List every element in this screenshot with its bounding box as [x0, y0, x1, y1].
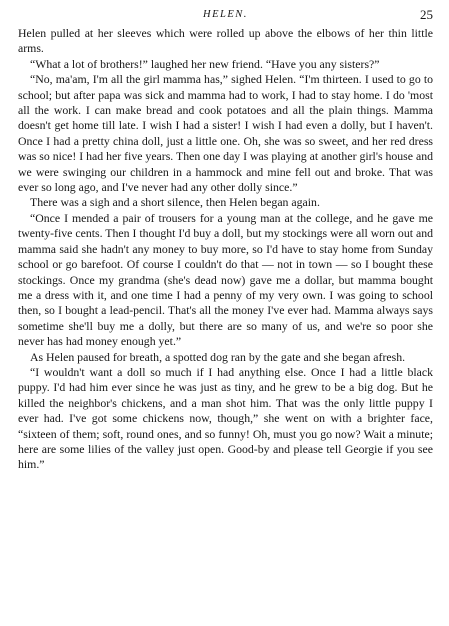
paragraph: There was a sigh and a short silence, then Helen began again. [30, 195, 320, 210]
paragraph: “No, ma'am, I'm all the girl mamma has,” sighed Helen. “I'm thirteen. I used to go to school; but after papa was sick and mamma had to work, I had to stay home. I do 'most all the work. I can make bread and cook potatoes and all the plain things. Mamma doesn't get home till late. I wish I had a sister! I wish I had even a dolly, but I haven't. Once I had a pretty china doll, just a little one. Oh, she was so sweet, and her red dress was so nice! I had her five years. Then one day I was playing at another girl's house and we were swinging our children in a hammock and mine fell out and broke. That was ever so long ago, and I've never had any other dolly since.” [18, 72, 433, 195]
paragraph: “I wouldn't want a doll so much if I had anything else. Once I had a little black puppy. I'd had him ever since he was just as tiny, and he grew to be a big dog. But he killed the neighbor's chickens, and a man shot him. That was the only little puppy I ever had. I've got some chickens now, though,” she went on with a brighter face, “sixteen of them; soft, round ones, and so funny! Oh, must you go now? Wait a minute; here are some lilies of the valley just open. Good-by and please tell Georgie if you see him.” [18, 364, 433, 472]
page-number: 25 [420, 7, 433, 22]
paragraph: Helen pulled at her sleeves which were rolled up above the elbows of her thin little arms. [18, 26, 433, 56]
paragraph: “What a lot of brothers!” laughed her new friend. “Have you any sisters?” [30, 56, 380, 71]
paragraph: As Helen paused for breath, a spotted dog ran by the gate and she began afresh. [30, 349, 406, 364]
page-header [18, 6, 433, 24]
paragraph: “Once I mended a pair of trousers for a young man at the college, and he gave me twenty-five cents. Then I thought I'd buy a doll, but my stockings were all worn out and mamma said she hadn't any money to buy more, so I'd have to stay home from Sunday school or go barefoot. Of course I couldn't do that — not in town — so I bought these stockings. Once my grandma (she's dead now) gave me a dollar, but mamma bought me a dress with it, and one time I had a penny of my very own. I was going to school then, so I bought a lead-pencil. That's all the money I've ever had. Mamma always says sometime she'll buy me a dolly, but there are so many of us, and we're so poor she never has had money enough yet.” [18, 210, 433, 349]
body-text [18, 26, 433, 473]
running-head: HELEN. [203, 9, 248, 20]
